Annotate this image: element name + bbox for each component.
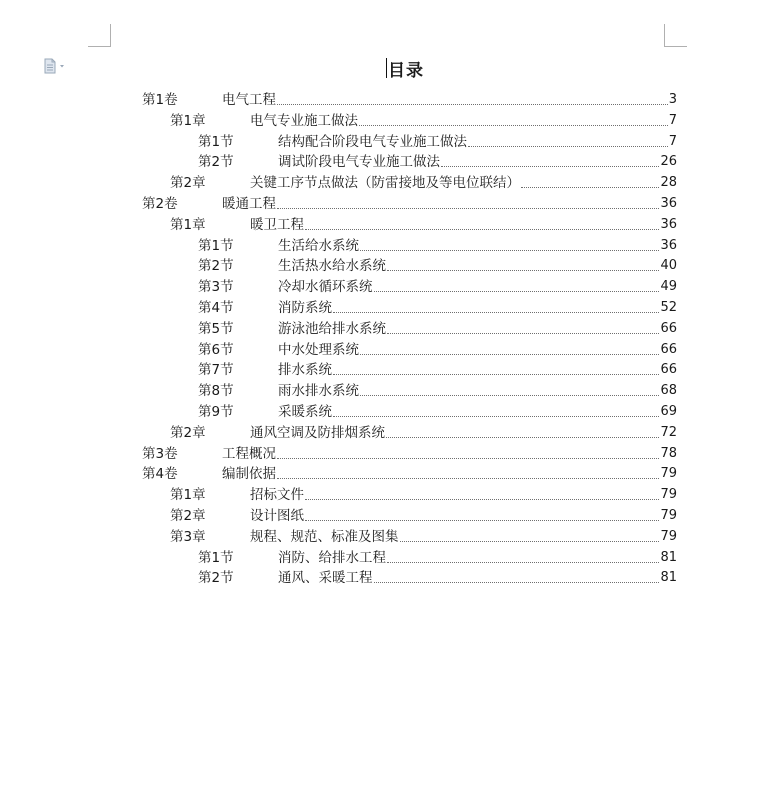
toc-entry-title[interactable]: 消防、给排水工程 [278, 549, 386, 566]
toc-page-number[interactable]: 36 [660, 196, 677, 211]
text-cursor [386, 58, 387, 78]
toc-page-number[interactable]: 7 [668, 133, 677, 149]
toc-entry-number: 第1卷 [142, 92, 178, 108]
toc-entry-title[interactable]: 雨水排水系统 [278, 383, 359, 400]
toc-entry-number: 第9节 [198, 404, 234, 420]
toc-page-number[interactable]: 26 [660, 154, 677, 170]
toc-entry-title[interactable]: 工程概况 [222, 445, 276, 462]
toc-entry-title[interactable]: 规程、规范、标准及图集 [250, 528, 399, 545]
toc-dot-leader [333, 374, 659, 375]
toc-entry-number: 第2章 [170, 424, 206, 441]
toc-entry[interactable] [170, 483, 677, 503]
toc-entry-number: 第1节 [198, 237, 234, 254]
toc-entry-title[interactable]: 消防系统 [278, 300, 332, 316]
toc-entry[interactable] [170, 109, 677, 129]
page-corner-mark-top-left [88, 24, 111, 47]
toc-entry-title[interactable]: 招标文件 [250, 487, 304, 504]
toc-entry-title[interactable]: 编制依据 [222, 466, 276, 483]
toc-page-number[interactable]: 69 [660, 404, 677, 419]
toc-entry[interactable] [198, 234, 677, 254]
toc-entry[interactable] [142, 88, 677, 108]
toc-entry-title[interactable]: 采暖系统 [278, 404, 332, 420]
toc-entry[interactable] [142, 442, 677, 462]
toc-entry[interactable] [198, 317, 677, 337]
toc-entry-number: 第1章 [170, 487, 206, 504]
toc-entry-number: 第1章 [170, 112, 206, 129]
toc-entry-number: 第6节 [198, 341, 234, 358]
toc-page-number[interactable]: 81 [660, 549, 677, 565]
toc-page-number[interactable]: 78 [660, 445, 677, 461]
toc-page-number[interactable]: 79 [660, 528, 677, 544]
toc-entry-title[interactable]: 电气专业施工做法 [250, 112, 358, 129]
toc-entry-title[interactable]: 电气工程 [222, 92, 276, 108]
toc-entry-number: 第1节 [198, 549, 234, 566]
toc-entry[interactable] [170, 525, 677, 545]
toc-entry-title[interactable]: 生活热水给水系统 [278, 258, 386, 275]
toc-entry-title[interactable]: 通风、采暖工程 [278, 570, 373, 587]
toc-dot-leader [360, 395, 659, 396]
toc-entry-number: 第8节 [198, 383, 234, 400]
toc-dot-leader [359, 125, 668, 126]
toc-entry[interactable] [198, 358, 677, 378]
toc-page-number[interactable]: 68 [660, 383, 677, 399]
toc-entry-number: 第2节 [198, 258, 234, 275]
toc-entry[interactable] [198, 254, 677, 274]
toc-dot-leader [400, 541, 660, 542]
toc-entry[interactable] [198, 275, 677, 295]
toc-dot-leader [386, 437, 659, 438]
toc-page-number[interactable]: 81 [660, 570, 677, 586]
toc-entry[interactable] [142, 192, 677, 212]
toc-page-number[interactable]: 36 [660, 216, 677, 232]
toc-entry[interactable] [198, 296, 677, 316]
toc-page-number[interactable]: 40 [660, 258, 677, 274]
toc-entry-title[interactable]: 调试阶段电气专业施工做法 [278, 154, 440, 171]
toc-entry[interactable] [198, 338, 677, 358]
toc-dot-leader [277, 458, 659, 459]
toc-dot-leader [468, 146, 668, 147]
toc-entry-number: 第1章 [170, 216, 206, 233]
toc-title[interactable]: 目录 [388, 61, 424, 81]
toc-entry-title[interactable]: 通风空调及防排烟系统 [250, 424, 385, 441]
toc-entry-title[interactable]: 生活给水系统 [278, 237, 359, 254]
toc-dot-leader [305, 499, 659, 500]
toc-entry-title[interactable]: 中水处理系统 [278, 341, 359, 358]
toc-dot-leader [333, 416, 659, 417]
toc-entry-number: 第2节 [198, 154, 234, 171]
toc-dot-leader [441, 166, 659, 167]
toc-entry-number: 第3节 [198, 279, 234, 296]
toc-entry-number: 第1节 [198, 133, 234, 150]
toc-entry[interactable] [170, 421, 677, 441]
toc-page-number[interactable]: 66 [660, 341, 677, 357]
toc-page-number[interactable]: 66 [660, 362, 677, 378]
toc-dot-leader [387, 562, 659, 563]
toc-page-number[interactable]: 72 [660, 424, 677, 440]
toc-dot-leader [277, 104, 668, 105]
toc-page-number[interactable]: 7 [668, 112, 677, 128]
toc-dot-leader [360, 250, 659, 251]
page-corner-mark-top-right [664, 24, 687, 47]
toc-entry-title[interactable]: 暖通工程 [222, 196, 276, 212]
toc-entry-number: 第2卷 [142, 196, 178, 212]
toc-entry-title[interactable]: 暖卫工程 [250, 216, 304, 233]
toc-entry-number: 第3章 [170, 528, 206, 545]
toc-entry[interactable] [198, 546, 677, 566]
toc-entry-number: 第3卷 [142, 445, 178, 462]
toc-dot-leader [277, 478, 659, 479]
toc-entry-title[interactable]: 设计图纸 [250, 508, 304, 524]
toc-entry-number: 第7节 [198, 362, 234, 379]
toc-dot-leader [387, 333, 659, 334]
toc-dot-leader [360, 354, 659, 355]
toc-page-number[interactable]: 79 [660, 487, 677, 503]
document-icon[interactable] [43, 58, 67, 74]
toc-dot-leader [374, 291, 660, 292]
toc-entry-title[interactable]: 结构配合阶段电气专业施工做法 [278, 133, 467, 150]
toc-entry[interactable] [170, 504, 677, 524]
toc-dot-leader [387, 270, 659, 271]
toc-entry[interactable] [198, 130, 677, 150]
toc-page-number[interactable]: 66 [660, 320, 677, 336]
toc-entry[interactable] [170, 213, 677, 233]
toc-dot-leader [374, 582, 660, 583]
toc-dot-leader [305, 229, 659, 230]
toc-page-number[interactable]: 3 [668, 92, 677, 107]
toc-page-number[interactable]: 79 [660, 508, 677, 523]
toc-entry-title[interactable]: 冷却水循环系统 [278, 279, 373, 296]
toc-entry-number: 第2章 [170, 508, 206, 524]
toc-entry[interactable] [198, 566, 677, 586]
toc-dot-leader [333, 312, 659, 313]
toc-entry-title[interactable]: 游泳池给排水系统 [278, 320, 386, 337]
toc-entry-number: 第4节 [198, 300, 234, 316]
toc-dot-leader [521, 187, 659, 188]
toc-entry-title[interactable]: 关键工序节点做法（防雷接地及等电位联结） [250, 175, 520, 192]
toc-entry[interactable] [198, 379, 677, 399]
toc-entry-number: 第4卷 [142, 466, 178, 483]
toc-entry-title[interactable]: 排水系统 [278, 362, 332, 379]
toc-page-number[interactable]: 52 [660, 300, 677, 315]
toc-dot-leader [305, 520, 659, 521]
toc-entry[interactable] [170, 171, 677, 191]
toc-entry[interactable] [198, 150, 677, 170]
toc-entry[interactable] [198, 400, 677, 420]
toc-dot-leader [277, 208, 659, 209]
toc-entry-number: 第5节 [198, 320, 234, 337]
toc-entry-number: 第2章 [170, 175, 206, 192]
toc-page-number[interactable]: 28 [660, 175, 677, 191]
toc-page-number[interactable]: 79 [660, 466, 677, 482]
toc-page-number[interactable]: 49 [660, 279, 677, 295]
toc-entry[interactable] [142, 462, 677, 482]
toc-page-number[interactable]: 36 [660, 237, 677, 253]
toc-entry-number: 第2节 [198, 570, 234, 587]
